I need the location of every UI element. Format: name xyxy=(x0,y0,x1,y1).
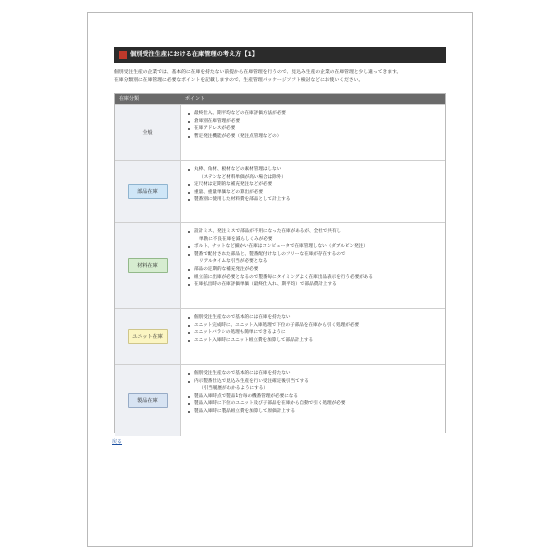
point-item: 倉庫別在庫管理が必要 xyxy=(187,118,439,126)
point-item: 個別受注生産なので基本的には在庫を持たない xyxy=(187,370,439,378)
category-cell xyxy=(115,105,181,160)
points-cell xyxy=(181,365,445,436)
points-list xyxy=(187,314,439,344)
header-points: ポイント xyxy=(185,96,206,102)
points-cell xyxy=(181,309,445,364)
point-item: 単勘に不良在庫を減らしくみが必要 xyxy=(199,236,273,242)
point-item: ユニット完成時に、ユニット入庫処理で下位の子部品を在庫から引く処理が必要 xyxy=(187,322,439,330)
points-cell xyxy=(181,223,445,308)
points-list xyxy=(187,228,439,289)
category-cell xyxy=(115,365,181,436)
point-item: 最終仕入、期平均などの在庫評価方法が必要 xyxy=(187,110,439,118)
point-item: 製番別に使用した材料費を部品として計上する xyxy=(187,196,439,204)
document-page xyxy=(87,12,473,547)
point-item: ユニット入庫時にユニット組立費を加算して部品計上する xyxy=(187,337,439,345)
category-label: 全般 xyxy=(142,130,153,136)
points-list xyxy=(187,166,439,204)
points-list xyxy=(187,110,439,140)
point-item: 製番で配付された部品と、製番配付けなしのフリーな在庫が存在するので xyxy=(187,251,439,259)
point-item: 製品入庫時に下位のユニット及び子部品を在庫から自動で引く処理が必要 xyxy=(187,400,439,408)
point-item: 在庫払出時の在庫評価単価（最終仕入れ、期平均）で部品費計上する xyxy=(187,281,439,289)
table-row xyxy=(115,104,445,160)
point-item: 在庫アドレスが必要 xyxy=(187,125,439,133)
point-item: （引当履歴がわかるようにする） xyxy=(199,386,268,392)
point-item: 組立前に出庫が必要となるので製番毎にタイミングよく在庫出品表示を行う必要がある xyxy=(187,274,439,282)
point-item: （ステンなど材料単価が高い場合は除外） xyxy=(199,174,286,180)
points-cell xyxy=(181,105,445,160)
point-item: 内示製番仕込で見込み生産を行い受注確定後引当てする xyxy=(187,378,439,386)
point-item: 部品の定期的な補充発注が必要 xyxy=(187,266,439,274)
table-header xyxy=(115,94,445,104)
point-item: リアルタイムな引当が必要となる xyxy=(199,259,268,265)
category-cell xyxy=(115,161,181,222)
category-cell xyxy=(115,309,181,364)
point-item: 丸棒、角材、板材などの素材管理はしない xyxy=(187,166,439,174)
intro-text xyxy=(114,69,450,85)
header-category: 在庫分類 xyxy=(119,96,140,102)
intro-line: 個別受注生産の企業では、基本的に在庫を持たない前提から在庫管理を行うので、見込み生産の企業の在庫管理と少し違ってきます。 xyxy=(114,70,402,75)
category-label: ユニット在庫 xyxy=(128,329,168,344)
intro-line: 在庫分類別に在庫管理に必要なポイントを記載しますので、生産管理パッケージソフト検討などにお使いください。 xyxy=(114,78,364,83)
table-row xyxy=(115,222,445,308)
title-marker-icon xyxy=(119,51,127,59)
points-list xyxy=(187,370,439,416)
inventory-points-table xyxy=(114,93,446,433)
point-item: 重量、重量単価などの算出が必要 xyxy=(187,189,439,197)
point-item: 設計ミス、発注ミスで部品が不用になった在庫があるが、全社で共有し xyxy=(187,228,439,236)
table-row xyxy=(115,160,445,222)
point-item: 暫定発注機能が必要（発注点管理などの） xyxy=(187,133,439,141)
section-title: 個別受注生産における在庫管理の考え方【1】 xyxy=(130,51,259,58)
point-item: 製品入庫時に製品組立費を加算して原価計上する xyxy=(187,408,439,416)
point-item: 製品入庫時点で製品1台毎の機番管理が必要になる xyxy=(187,393,439,401)
points-cell xyxy=(181,161,445,222)
section-title-bar xyxy=(114,47,446,63)
category-label: 製品在庫 xyxy=(128,393,168,408)
back-link[interactable]: 戻る xyxy=(112,439,123,445)
point-item: ボルト、ナットなど細かい在庫はコンピュータで在庫管理しない（ダブルビン発注） xyxy=(187,243,439,251)
point-item: ユニットバラシの処理も簡単にできるように xyxy=(187,329,439,337)
point-item: 個別受注生産なので基本的には在庫を持たない xyxy=(187,314,439,322)
table-row xyxy=(115,364,445,436)
category-label: 部品在庫 xyxy=(128,184,168,199)
point-item: 定尺材は定期的な補充発注などが必要 xyxy=(187,181,439,189)
table-row xyxy=(115,308,445,364)
category-cell xyxy=(115,223,181,308)
category-label: 材料在庫 xyxy=(128,258,168,273)
